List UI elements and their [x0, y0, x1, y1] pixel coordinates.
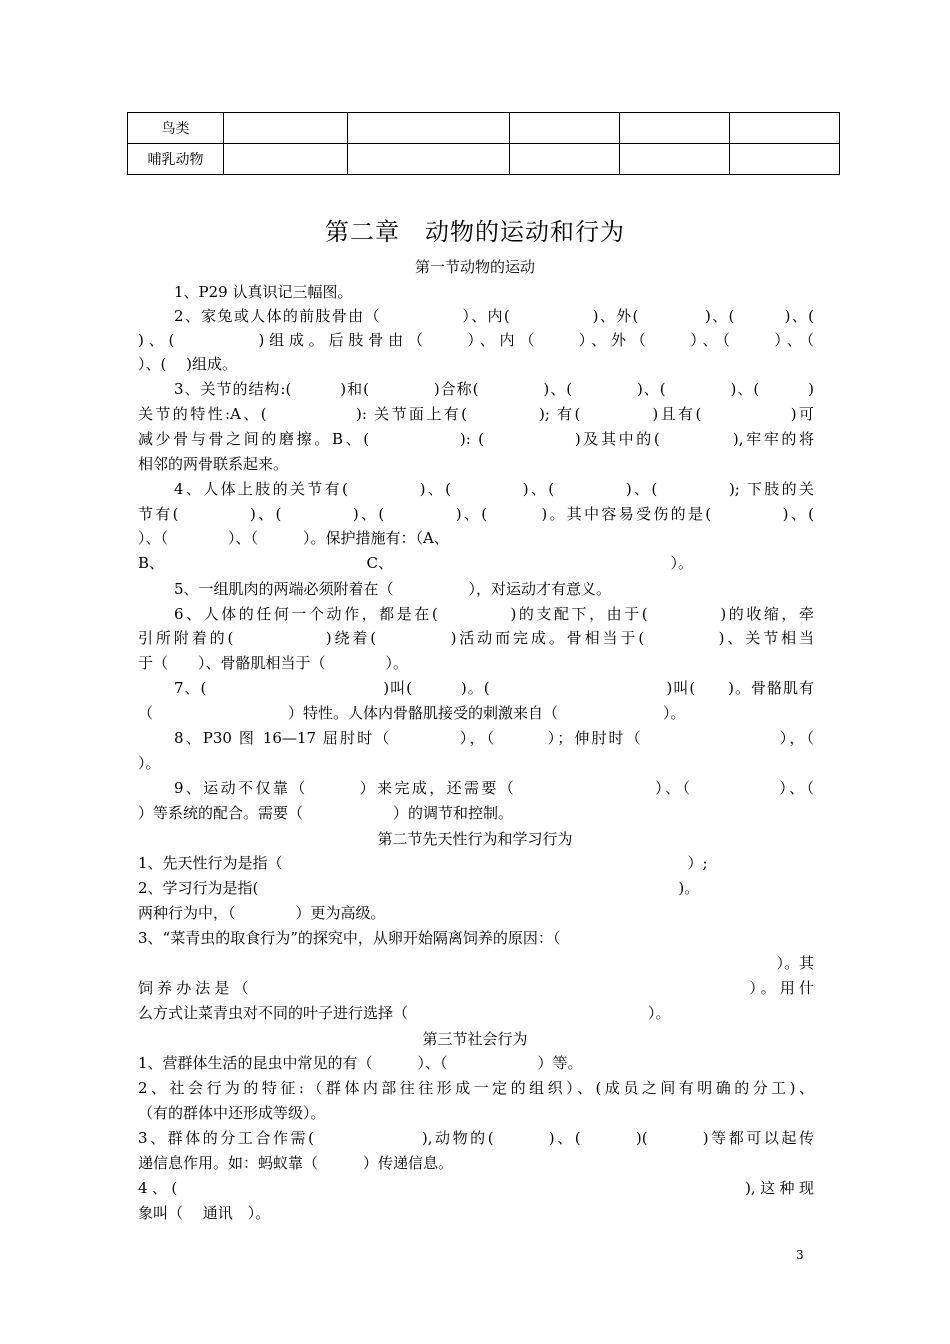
table-cell [620, 144, 730, 175]
text-line: 减少骨与骨之间的磨擦。B、( ): ( )及其中的( ),牢牢的将 [138, 430, 814, 448]
chapter-title: 第二章 动物的运动和行为 [325, 218, 625, 246]
text-line: 于（ ）、骨骼肌相当于（ ）。 [138, 654, 409, 672]
table-cell [510, 113, 620, 144]
text-line: ）等系统的配合。需要（ ）的调节和控制。 [138, 804, 514, 822]
text-line: 节有( )、( )、( )、( )。其中容易受伤的是( )、( [138, 505, 814, 523]
page-number: 3 [796, 1248, 804, 1262]
text-line: 9、运动不仅靠（ ）来完成，还需要（ ）、（ ）、（ [174, 779, 814, 797]
table-cell [224, 144, 348, 175]
text-line: 2、家兔或人体的前肢骨由（ ）、内( )、外( )、( )、( [174, 307, 814, 325]
text-line: 3、群体的分工合作需( ),动物的( )、( )( )等都可以起传 [138, 1129, 814, 1147]
table-cell [348, 113, 510, 144]
text-line: B、 C、 ）。 [138, 554, 694, 572]
section-heading: 第一节动物的运动 [414, 258, 535, 276]
table-cell [730, 144, 840, 175]
text-line: （ ）特性。人体内骨骼肌接受的刺激来自（ ）。 [138, 704, 686, 722]
text-line: 2、社会行为的特征:（群体内部往往形成一定的组织）、(成员之间有明确的分工)、 [138, 1079, 814, 1097]
text-line: 4、人体上肢的关节有( )、( )、( )、( ); 下肢的关 [174, 480, 814, 498]
table-cell [348, 144, 510, 175]
text-line: 8、P30 图 16—17 屈肘时（ ），（ ）；伸肘时（ ），（ [174, 729, 814, 747]
table-cell: 哺乳动物 [128, 144, 224, 175]
text-line: ）、（ ）、（ ）。保护措施有：（A、 [138, 529, 449, 547]
table-cell [224, 113, 348, 144]
text-line: )、( )组成。后肢骨由（ ）、内（ ）、外（ ）、（ ）、（ [138, 331, 814, 349]
text-line: 两种行为中，（ ）更为高级。 [138, 904, 386, 922]
text-line: 3、“菜青虫的取食行为”的探究中，从卵开始隔离饲养的原因：（ [138, 929, 561, 947]
text-line: ）、( )组成。 [138, 355, 237, 373]
classification-table [127, 112, 840, 175]
table-cell [510, 144, 620, 175]
section-heading: 第二节先天性行为和学习行为 [377, 830, 573, 848]
text-line: 1、营群体生活的昆虫中常见的有（ ）、（ ）等。 [138, 1054, 583, 1072]
text-line: 么方式让菜青虫对不同的叶子进行选择（ ）。 [138, 1004, 671, 1022]
table-row [128, 113, 840, 144]
text-line: 饲养办法是（ ）。用什 [138, 979, 814, 997]
text-line: 引所附着的( )绕着( )活动而完成。骨相当于( )、关节相当 [138, 629, 814, 647]
text-line: 递信息作用。如：蚂蚁靠（ ）传递信息。 [138, 1154, 454, 1172]
text-line: （有的群体中还形成等级）。 [138, 1104, 326, 1122]
table-row [128, 144, 840, 175]
text-line: 1、P29 认真识记三幅图。 [174, 283, 353, 301]
text-line: 2、学习行为是指( )。 [138, 879, 700, 897]
text-line: 4、( ),这种现 [138, 1179, 814, 1197]
text-line: 象叫（ 通讯 ）。 [138, 1204, 271, 1222]
table-cell: 鸟类 [128, 113, 224, 144]
section-heading: 第三节社会行为 [422, 1030, 528, 1048]
text-line: 相邻的两骨联系起来。 [138, 455, 289, 473]
text-line: 7、( )叫( )。( )叫( )。骨骼肌有 [174, 679, 814, 697]
text-line: 关节的特性:A、( ): 关节面上有( ); 有( )且有( )可 [138, 405, 814, 423]
text-line: 1、先天性行为是指（ ）; [138, 854, 708, 872]
text-line: ）。 [138, 754, 161, 772]
text-line: ）。其 [776, 954, 814, 972]
text-line: 5、一组肌肉的两端必须附着在（ ），对运动才有意义。 [174, 580, 612, 598]
table-cell [620, 113, 730, 144]
text-line: 6、人体的任何一个动作，都是在( )的支配下，由于( )的收缩，牵 [174, 605, 814, 623]
text-line: 3、关节的结构:( )和( )合称( )、( )、( )、( ) [174, 380, 814, 398]
table-cell [730, 113, 840, 144]
